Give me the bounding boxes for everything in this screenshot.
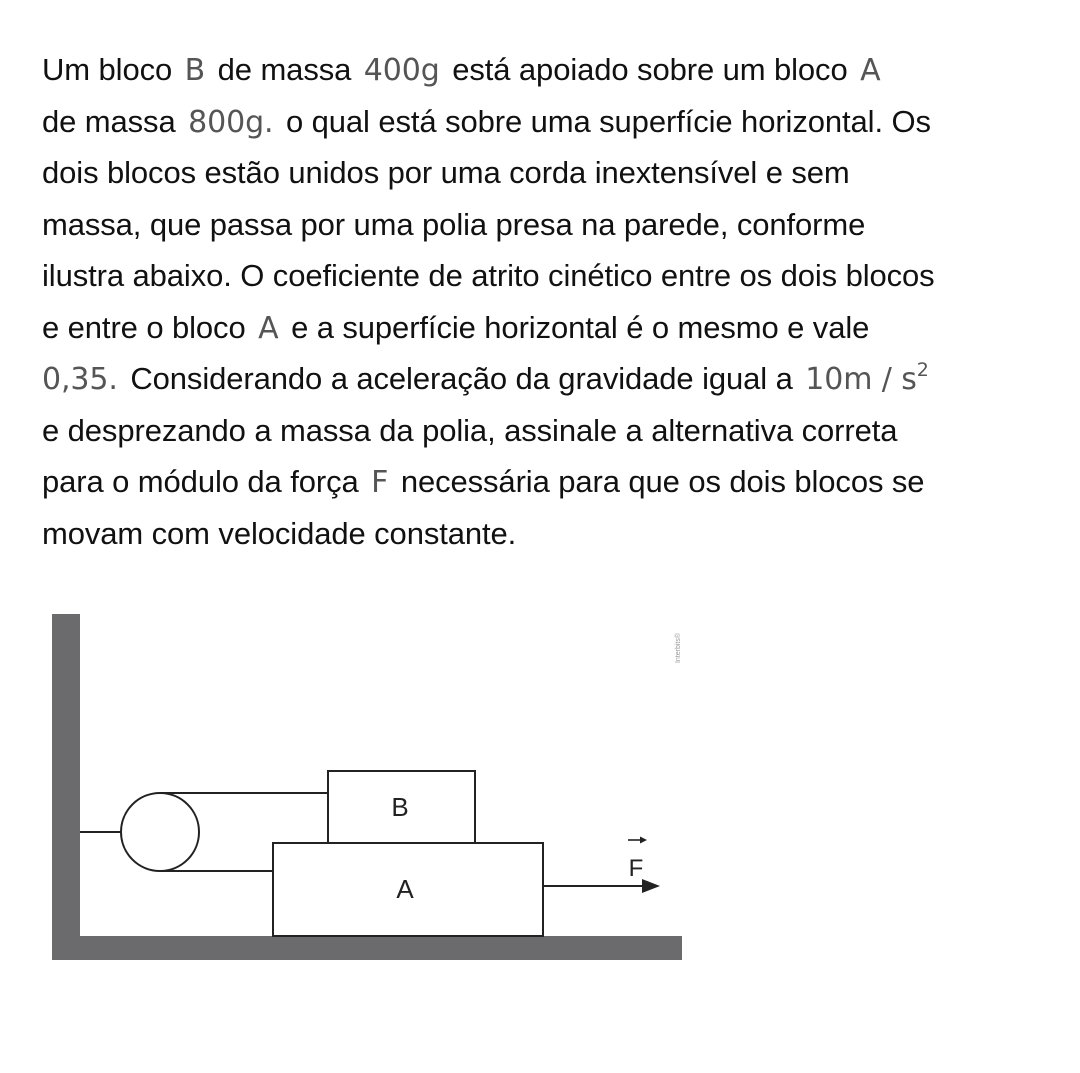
problem-line	[42, 456, 1052, 508]
text-fragment: e a superfície horizontal é o mesmo e vale	[291, 309, 870, 345]
text-fragment: o qual está sobre uma superfície horizontal. Os	[285, 103, 931, 139]
physics-diagram	[50, 596, 690, 966]
problem-line	[42, 353, 1052, 405]
text-fragment: está apoiado sobre um bloco	[452, 52, 848, 87]
force-arrowhead	[642, 879, 660, 893]
math-block-a: A	[258, 310, 279, 346]
floor	[52, 936, 682, 960]
text-fragment: de massa	[217, 52, 352, 87]
text-fragment: para o módulo da força	[42, 464, 359, 499]
image-credit: Interbits®	[675, 632, 682, 664]
math-mass-b: 400g	[363, 53, 440, 88]
pulley	[121, 793, 199, 871]
problem-line: movam com velocidade constante.	[42, 515, 517, 551]
text-fragment: Um bloco	[42, 52, 173, 87]
force-vector-arrowhead	[640, 837, 647, 844]
problem-line: massa, que passa por uma polia presa na parede, conforme	[42, 206, 866, 242]
wall	[52, 614, 80, 960]
problem-statement	[42, 44, 1052, 559]
problem-line: e desprezando a massa da polia, assinale a alternativa correta	[42, 412, 898, 448]
problem-line: dois blocos estão unidos por uma corda inextensível e sem	[42, 155, 850, 190]
text-fragment: Considerando a aceleração da gravidade igual a	[130, 361, 793, 396]
block-a-label: A	[396, 874, 414, 904]
math-block-b: B	[184, 53, 206, 88]
math-friction-coefficient: 0,35.	[42, 362, 118, 397]
math-gravity	[805, 359, 929, 397]
text-fragment: e entre o bloco	[42, 309, 246, 345]
math-force: F	[371, 465, 389, 500]
text-fragment: necessária para que os dois blocos se	[400, 464, 925, 499]
block-b-label: B	[391, 792, 409, 822]
problem-line: ilustra abaixo. O coeficiente de atrito cinético entre os dois blocos	[42, 258, 935, 293]
problem-line	[42, 302, 1052, 354]
problem-line	[42, 96, 1052, 148]
math-block-a: A	[860, 53, 881, 88]
diagram-svg	[50, 596, 690, 966]
force-label: F	[628, 855, 644, 882]
math-mass-a: 800g.	[188, 104, 274, 140]
text-fragment: de massa	[42, 103, 176, 139]
problem-line	[42, 44, 1052, 96]
math-gravity-exponent: 2	[916, 359, 929, 381]
math-gravity-base: 10m / s	[805, 362, 917, 397]
